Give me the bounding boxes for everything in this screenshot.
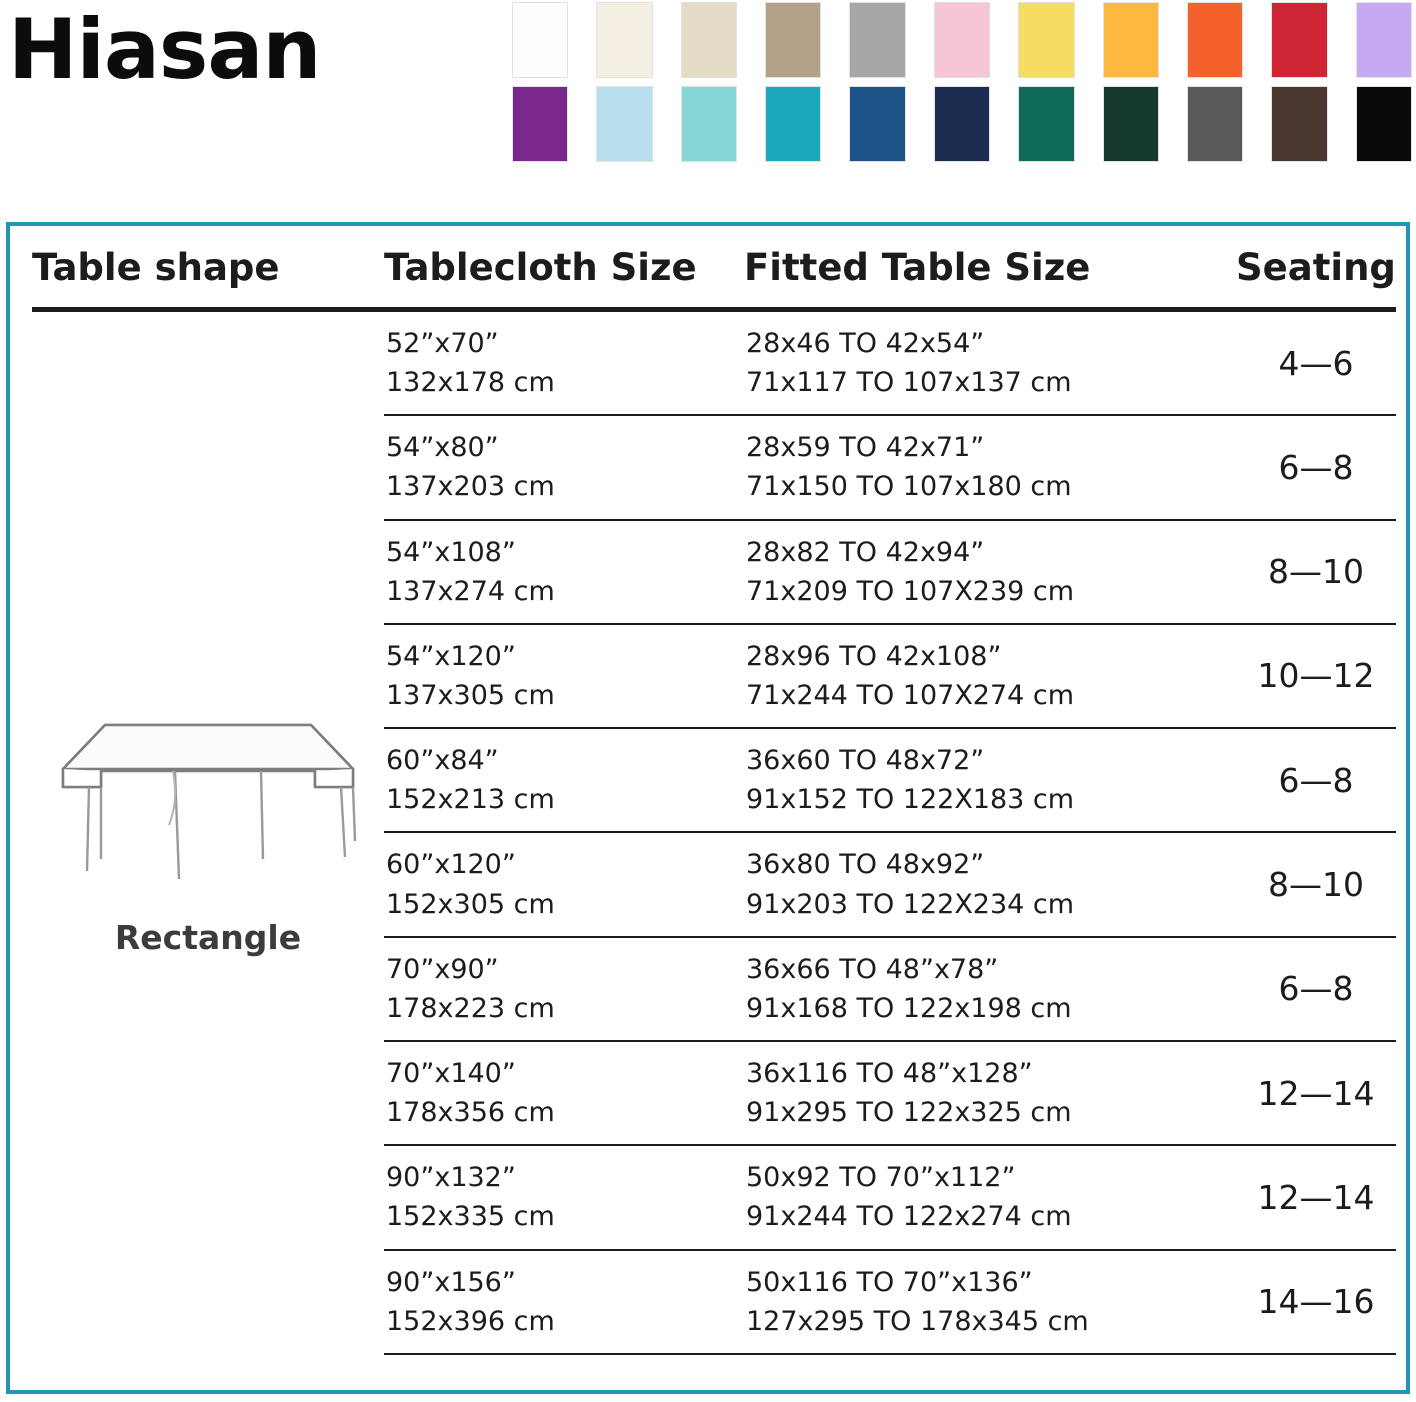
tablecloth-size-cell (384, 310, 744, 416)
color-swatch-black[interactable] (1356, 86, 1412, 162)
fitted-table-size-value: 36x60 TO 48x72” 91x152 TO 122X183 cm (746, 745, 1075, 816)
color-swatch-yellow[interactable] (1018, 2, 1074, 78)
fitted-table-size-value: 36x66 TO 48”x78” 91x168 TO 122x198 cm (746, 953, 1072, 1024)
swatch-row-1 (512, 2, 1412, 78)
tablecloth-size-cell (384, 1145, 744, 1249)
fitted-table-size-value: 50x92 TO 70”x112” 91x244 TO 122x274 cm (746, 1162, 1072, 1233)
color-swatch-gray[interactable] (849, 2, 905, 78)
table-shape-cell (32, 310, 384, 1354)
fitted-table-size-cell (744, 624, 1236, 728)
tablecloth-size-cell (384, 728, 744, 832)
brand-logo: Hiasan (8, 1, 321, 98)
color-swatch-ivory[interactable] (596, 2, 652, 78)
color-swatch-teal[interactable] (765, 86, 821, 162)
rectangle-table-illustration (32, 709, 384, 904)
size-chart-card (6, 222, 1410, 1394)
tablecloth-size-value: 70”x90” 178x223 cm (386, 953, 555, 1024)
tablecloth-size-cell (384, 1041, 744, 1145)
seating-cell (1236, 520, 1396, 624)
color-swatch-pink[interactable] (934, 2, 990, 78)
swatch-row-2 (512, 86, 1412, 162)
tablecloth-size-cell (384, 937, 744, 1041)
seating-cell (1236, 310, 1396, 416)
fitted-table-size-value: 36x80 TO 48x92” 91x203 TO 122X234 cm (746, 849, 1075, 920)
tablecloth-size-value: 90”x156” 152x396 cm (386, 1266, 555, 1337)
tablecloth-size-value: 60”x120” 152x305 cm (386, 849, 555, 920)
fitted-table-size-value: 28x82 TO 42x94” 71x209 TO 107X239 cm (746, 536, 1075, 607)
tablecloth-size-value: 70”x140” 178x356 cm (386, 1057, 555, 1129)
seating-cell (1236, 415, 1396, 519)
tablecloth-size-cell (384, 1250, 744, 1354)
column-header-tablecloth-size: Tablecloth Size (384, 246, 744, 310)
fitted-table-size-value: 50x116 TO 70”x136” 127x295 TO 178x345 cm (746, 1266, 1089, 1337)
color-swatch-orange[interactable] (1187, 2, 1243, 78)
seating-cell (1236, 728, 1396, 832)
seating-value: 6—8 (1278, 760, 1354, 800)
fitted-table-size-cell (744, 832, 1236, 936)
size-chart-table (32, 246, 1396, 1355)
seating-value: 14—16 (1257, 1282, 1375, 1322)
fitted-table-size-value: 28x59 TO 42x71” 71x150 TO 107x180 cm (746, 432, 1072, 503)
tablecloth-size-value: 54”x108” 137x274 cm (386, 536, 555, 607)
column-header-seating: Seating (1236, 246, 1396, 310)
color-swatch-aqua[interactable] (681, 86, 737, 162)
color-swatch-purple[interactable] (512, 86, 568, 162)
color-swatch-white[interactable] (512, 2, 568, 78)
seating-value: 8—10 (1268, 552, 1364, 592)
fitted-table-size-cell (744, 937, 1236, 1041)
seating-value: 8—10 (1268, 865, 1364, 905)
color-swatch-gold[interactable] (1103, 2, 1159, 78)
color-swatch-steel-blue[interactable] (849, 86, 905, 162)
color-swatch-taupe[interactable] (765, 2, 821, 78)
color-swatch-charcoal-gray[interactable] (1187, 86, 1243, 162)
seating-cell (1236, 624, 1396, 728)
seating-value: 12—14 (1257, 1073, 1375, 1113)
fitted-table-size-value: 36x116 TO 48”x128” 91x295 TO 122x325 cm (746, 1057, 1072, 1129)
column-header-table-shape: Table shape (32, 246, 384, 310)
header (0, 0, 1416, 180)
seating-cell (1236, 1250, 1396, 1354)
color-swatch-emerald[interactable] (1018, 86, 1074, 162)
fitted-table-size-value: 28x96 TO 42x108” 71x244 TO 107X274 cm (746, 640, 1075, 711)
column-header-fitted-table-size: Fitted Table Size (744, 246, 1236, 310)
seating-value: 6—8 (1278, 969, 1354, 1009)
tablecloth-size-cell (384, 415, 744, 519)
tablecloth-size-value: 60”x84” 152x213 cm (386, 745, 555, 816)
table-row (32, 310, 1396, 416)
tablecloth-size-value: 54”x80” 137x203 cm (386, 432, 555, 503)
seating-value: 6—8 (1278, 447, 1354, 487)
seating-cell (1236, 832, 1396, 936)
color-swatch-dark-brown[interactable] (1271, 86, 1327, 162)
tablecloth-size-cell (384, 832, 744, 936)
seating-value: 12—14 (1257, 1177, 1375, 1217)
tablecloth-size-cell (384, 520, 744, 624)
seating-value: 10—12 (1257, 656, 1375, 696)
seating-cell (1236, 937, 1396, 1041)
color-swatch-palette (512, 2, 1412, 170)
fitted-table-size-cell (744, 1041, 1236, 1145)
fitted-table-size-cell (744, 1250, 1236, 1354)
seating-cell (1236, 1041, 1396, 1145)
tablecloth-size-value: 52”x70” 132x178 cm (386, 328, 555, 399)
color-swatch-red[interactable] (1271, 2, 1327, 78)
tablecloth-size-value: 54”x120” 137x305 cm (386, 640, 555, 711)
tablecloth-size-cell (384, 624, 744, 728)
fitted-table-size-cell (744, 728, 1236, 832)
fitted-table-size-cell (744, 1145, 1236, 1249)
color-swatch-light-blue[interactable] (596, 86, 652, 162)
fitted-table-size-value: 28x46 TO 42x54” 71x117 TO 107x137 cm (746, 328, 1072, 399)
seating-cell (1236, 1145, 1396, 1249)
seating-value: 4—6 (1278, 343, 1354, 383)
color-swatch-lavender[interactable] (1356, 2, 1412, 78)
fitted-table-size-cell (744, 415, 1236, 519)
fitted-table-size-cell (744, 520, 1236, 624)
shape-label: Rectangle (114, 917, 302, 957)
tablecloth-size-value: 90”x132” 152x335 cm (386, 1162, 555, 1233)
color-swatch-dark-green[interactable] (1103, 86, 1159, 162)
color-swatch-beige[interactable] (681, 2, 737, 78)
color-swatch-navy[interactable] (934, 86, 990, 162)
fitted-table-size-cell (744, 310, 1236, 416)
